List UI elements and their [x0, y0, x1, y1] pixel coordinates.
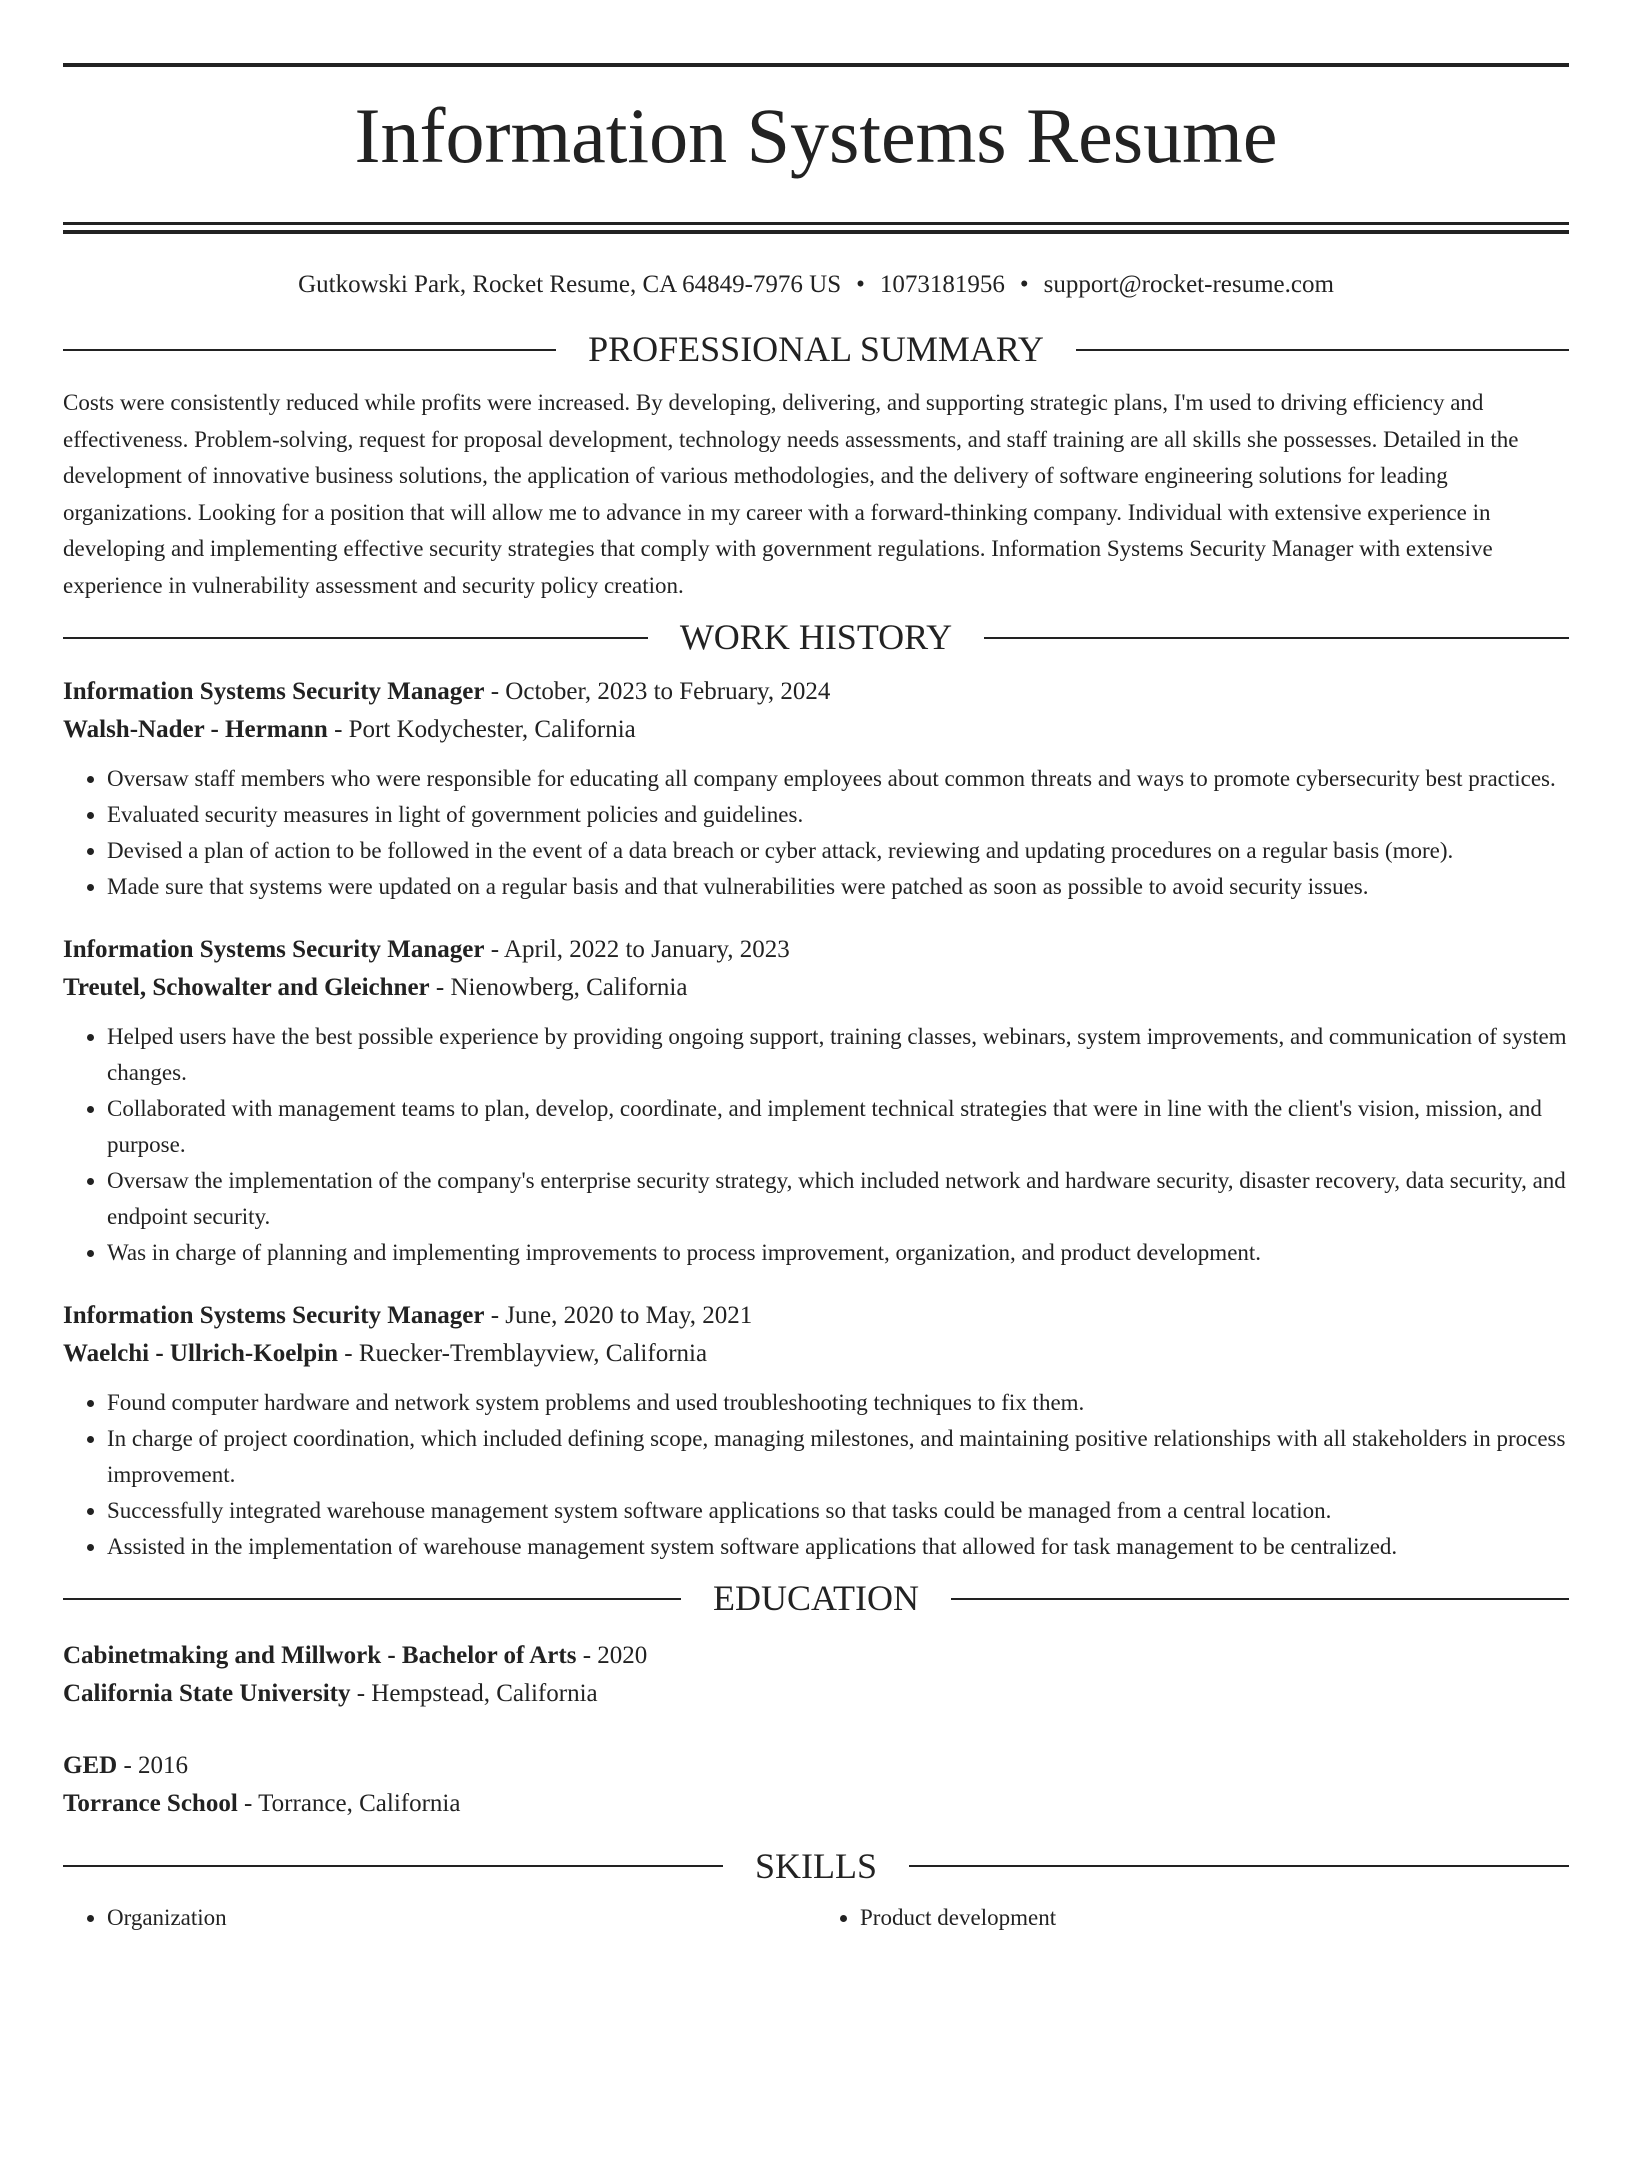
- heading-rule: [63, 349, 556, 351]
- job-bullet: • Oversaw staff members who were responsible for educating all company employees about common threats and ways to promote cybersecurity best practices.: [107, 761, 1569, 797]
- job-location: - Port Kodychester, California: [327, 716, 636, 744]
- education-entry: [63, 1747, 1569, 1823]
- job-dates: - April, 2022 to January, 2023: [484, 936, 790, 964]
- job-company-line: [63, 969, 1569, 1007]
- job-company-line: [63, 711, 1569, 749]
- heading-rule: [984, 637, 1569, 639]
- heading-rule: [63, 1598, 681, 1600]
- education-degree-line: [63, 1637, 1569, 1675]
- job-bullets: [63, 1019, 1569, 1271]
- job-company: Waelchi - Ullrich-Koelpin: [63, 1340, 338, 1368]
- job-bullet: • Successfully integrated warehouse management system software applications so that tasks could be managed from a central location.: [107, 1493, 1569, 1529]
- heading-rule: [909, 1865, 1569, 1867]
- title-double-rule: [63, 222, 1569, 234]
- education-location: - Torrance, California: [237, 1789, 461, 1817]
- education-location: - Hempstead, California: [350, 1679, 598, 1707]
- job-bullet: • Devised a plan of action to be followed in the event of a data breach or cyber attack, reviewing and updating procedures on a regular basis (more).: [107, 833, 1569, 869]
- job-dates: - October, 2023 to February, 2024: [484, 678, 831, 706]
- heading-rule: [63, 637, 648, 639]
- education-degree: Cabinetmaking and Millwork - Bachelor of Arts: [63, 1641, 577, 1669]
- job-bullet: • Helped users have the best possible experience by providing ongoing support, training classes, webinars, system improvements, and communication of system changes.: [107, 1019, 1569, 1091]
- section-title: PROFESSIONAL SUMMARY: [588, 329, 1044, 369]
- skills-column-right: [816, 1900, 1569, 1936]
- education-degree-line: [63, 1747, 1569, 1785]
- job-company: Treutel, Schowalter and Gleichner: [63, 974, 430, 1002]
- job-bullet: • In charge of project coordination, which included defining scope, managing milestones, and maintaining positive relationships with all stakeholders in process improvement.: [107, 1421, 1569, 1493]
- job-entry: [63, 673, 1569, 905]
- job-bullet: • Collaborated with management teams to plan, develop, coordinate, and implement technical strategies that were in line with the client's vision, mission, and purpose.: [107, 1091, 1569, 1163]
- contact-address: Gutkowski Park, Rocket Resume, CA 64849-7976 US: [298, 271, 842, 298]
- section-heading-skills: [63, 1845, 1569, 1888]
- job-bullet: • Assisted in the implementation of warehouse management system software applications that allowed for task management to be centralized.: [107, 1529, 1569, 1565]
- job-dates: - June, 2020 to May, 2021: [484, 1302, 753, 1330]
- job-company: Walsh-Nader - Hermann: [63, 716, 328, 744]
- skills-list: [63, 1900, 1569, 1936]
- job-entry: [63, 1297, 1569, 1565]
- education-school-line: [63, 1675, 1569, 1713]
- job-title-line: [63, 673, 1569, 711]
- section-heading-summary: [63, 328, 1569, 371]
- skill-item: • Product development: [860, 1900, 1569, 1936]
- job-bullets: [63, 761, 1569, 905]
- section-title: EDUCATION: [713, 1578, 919, 1619]
- contact-email: support@rocket-resume.com: [1043, 271, 1334, 298]
- job-title: Information Systems Security Manager: [63, 1302, 485, 1330]
- section-heading-work-history: [63, 616, 1569, 659]
- education-school-line: [63, 1785, 1569, 1823]
- skill-item: • Organization: [107, 1900, 816, 1936]
- contact-separator: •: [1019, 271, 1029, 298]
- job-bullet: • Evaluated security measures in light of government policies and guidelines.: [107, 797, 1569, 833]
- job-bullet: • Was in charge of planning and implementing improvements to process improvement, organization, and product development.: [107, 1235, 1569, 1271]
- education-school: Torrance School: [63, 1789, 238, 1817]
- job-title-line: [63, 931, 1569, 969]
- contact-line: [63, 270, 1569, 300]
- job-company-line: [63, 1335, 1569, 1373]
- education-degree: GED: [63, 1751, 118, 1779]
- job-title-line: [63, 1297, 1569, 1335]
- education-school: California State University: [63, 1679, 351, 1707]
- job-location: - Nienowberg, California: [429, 974, 688, 1002]
- job-bullet: • Found computer hardware and network system problems and used troubleshooting techniques to fix them.: [107, 1385, 1569, 1421]
- contact-phone: 1073181956: [879, 271, 1005, 298]
- job-bullets: [63, 1385, 1569, 1565]
- job-title: Information Systems Security Manager: [63, 936, 485, 964]
- top-rule: [63, 63, 1569, 67]
- summary-paragraph: Costs were consistently reduced while profits were increased. By developing, delivering, and supporting strategic plans, I'm used to driving efficiency and effectiveness. Problem-solving, request for proposal development, technology needs assessments, and staff training are all skills she possesses. Detailed in the development of innovative business solutions, the application of various methodologies, and the delivery of software engineering solutions for leading organizations. Looking for a position that will allow me to advance in my career with a forward-thinking company. Individual with extensive experience in developing and implementing effective security strategies that comply with government regulations. Information Systems Security Manager with extensive experience in vulnerability assessment and security policy creation.: [63, 390, 1519, 598]
- job-title: Information Systems Security Manager: [63, 678, 485, 706]
- contact-separator: •: [856, 271, 865, 298]
- job-entry: [63, 931, 1569, 1271]
- job-location: - Ruecker-Tremblayview, California: [338, 1340, 708, 1368]
- education-entry: [63, 1637, 1569, 1713]
- heading-rule: [63, 1865, 723, 1867]
- job-bullet: • Oversaw the implementation of the company's enterprise security strategy, which included network and hardware security, disaster recovery, data security, and endpoint security.: [107, 1163, 1569, 1235]
- education-year: - 2020: [576, 1641, 648, 1669]
- resume-page: [0, 63, 1632, 2175]
- skills-column-left: [63, 1900, 816, 1936]
- heading-rule: [1076, 349, 1569, 351]
- job-bullet: • Made sure that systems were updated on a regular basis and that vulnerabilities were patched as soon as possible to avoid security issues.: [107, 869, 1569, 905]
- section-heading-education: [63, 1577, 1569, 1620]
- heading-rule: [951, 1598, 1569, 1600]
- section-title: WORK HISTORY: [679, 617, 953, 658]
- page-title: Information Systems Resume: [354, 92, 1278, 179]
- education-year: - 2016: [117, 1751, 189, 1779]
- section-title: SKILLS: [755, 1845, 878, 1886]
